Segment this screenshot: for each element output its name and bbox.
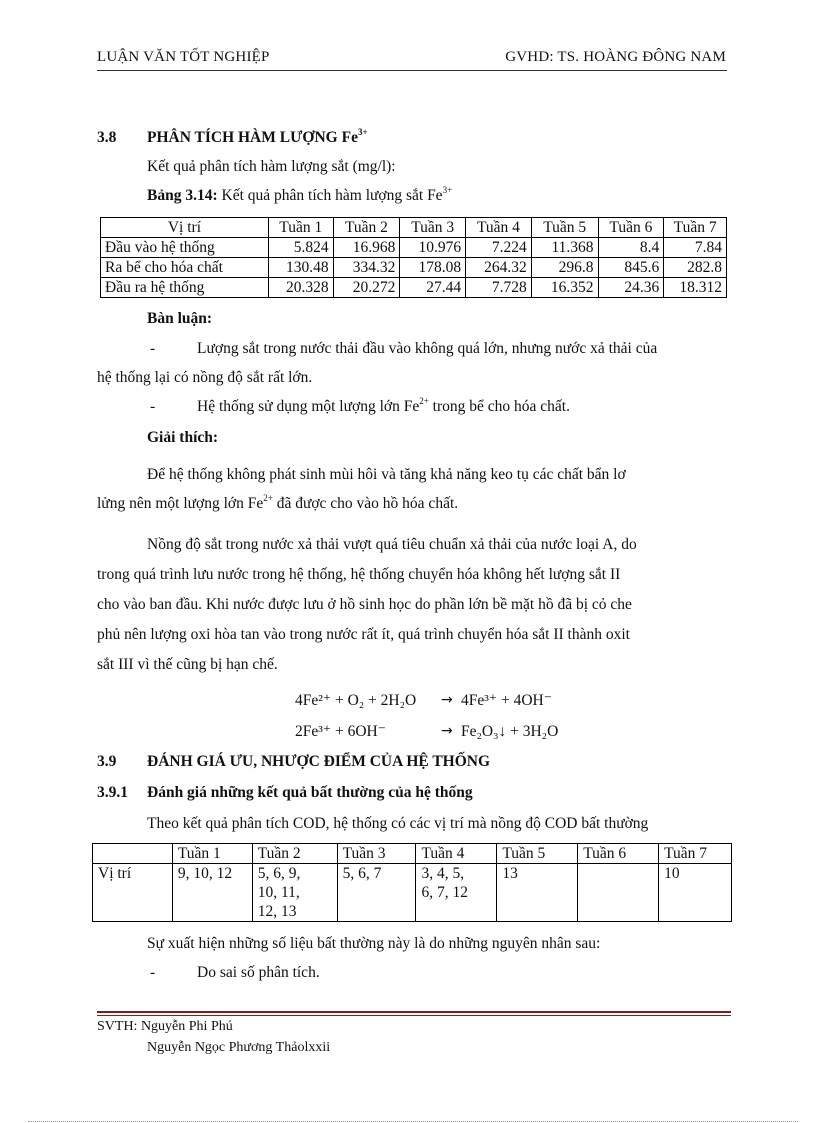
table-cell: 296.8 <box>531 258 598 278</box>
table-cell: 18.312 <box>664 278 727 298</box>
table-cell: 130.48 <box>268 258 333 278</box>
discussion-item-1: Lượng sắt trong nước thải đầu vào không quá lớn, nhưng nước xả thải của <box>197 340 658 357</box>
table-header-cell: Tuần 7 <box>664 218 727 238</box>
header-right: GVHD: TS. HOÀNG ĐÔNG NAM <box>505 49 726 65</box>
table-header-cell: Tuần 6 <box>578 844 659 864</box>
section-number: 3.9 <box>97 753 117 770</box>
table-header-cell: Tuần 5 <box>497 844 578 864</box>
page-number: lxxii <box>304 1040 331 1055</box>
table-cell: 7.224 <box>466 238 532 258</box>
table-cell: 20.328 <box>268 278 333 298</box>
table-header-cell: Tuần 2 <box>252 844 337 864</box>
intro-text: Kết quả phân tích hàm lượng sắt (mg/l): <box>147 158 396 175</box>
table-header-cell: Tuần 2 <box>333 218 400 238</box>
section-number: 3.8 <box>97 129 117 146</box>
table-header-row <box>93 844 732 864</box>
table-header-cell: Vị trí <box>101 218 269 238</box>
table-cell: 7.728 <box>466 278 532 298</box>
section-title: ĐÁNH GIÁ ƯU, NHƯỢC ĐIỂM CỦA HỆ THỐNG <box>147 753 491 770</box>
table-header-row <box>101 218 727 238</box>
footer-author-2: Nguyễn Ngọc Phương Thảolxxii <box>147 1040 331 1055</box>
table-cell: 8.4 <box>598 238 664 258</box>
table-row <box>101 238 727 258</box>
reaction-arrow-icon: → <box>441 723 453 739</box>
table-cell: 334.32 <box>333 258 400 278</box>
explanation-p2-line: phủ nên lượng oxi hòa tan vào trong nước rất ít, quá trình chuyển hóa sắt II thành oxit <box>97 626 630 643</box>
table-cell: Đầu ra hệ thống <box>101 278 269 298</box>
table-cell: 5, 6, 7 <box>337 864 416 922</box>
table-cell: 11.368 <box>531 238 598 258</box>
table-header-cell: Tuần 1 <box>172 844 252 864</box>
table-cell: 9, 10, 12 <box>172 864 252 922</box>
table-cell: 16.352 <box>531 278 598 298</box>
bullet-dash: - <box>150 398 156 415</box>
table-header-cell: Tuần 4 <box>466 218 532 238</box>
table-cell: 10.976 <box>400 238 466 258</box>
table-row <box>101 258 727 278</box>
table-cell: Ra bể cho hóa chất <box>101 258 269 278</box>
table-row <box>93 864 732 922</box>
discussion-item-1-cont: hệ thống lại có nồng độ sắt rất lớn. <box>97 369 313 386</box>
explanation-heading: Giải thích: <box>147 429 219 446</box>
equation-2-rhs: Fe₂O₃↓ + 3H₂O <box>461 723 559 740</box>
table-cell: 5, 6, 9, 10, 11, 12, 13 <box>252 864 337 922</box>
equation-1-rhs: 4Fe³⁺ + 4OH⁻ <box>461 692 552 709</box>
table-cell: 5.824 <box>268 238 333 258</box>
table-row <box>101 278 727 298</box>
explanation-p2-line: sắt III vì thế cũng bị hạn chế. <box>97 656 278 673</box>
table-cell: 13 <box>497 864 578 922</box>
cod-intro: Theo kết quả phân tích COD, hệ thống có các vị trí mà nồng độ COD bất thường <box>147 815 649 832</box>
discussion-heading: Bàn luận: <box>147 310 213 327</box>
table-header-cell: Tuần 7 <box>659 844 732 864</box>
subsection-number: 3.9.1 <box>97 784 128 801</box>
table-cell: 7.84 <box>664 238 727 258</box>
iron-table <box>100 217 727 298</box>
table-cell <box>578 864 659 922</box>
explanation-p1-line1: Để hệ thống không phát sinh mùi hôi và tăng khả năng keo tụ các chất bẩn lơ <box>147 466 626 483</box>
section-title: PHÂN TÍCH HÀM LƯỢNG $Fe^{3+}$ <box>147 126 368 146</box>
table-header-cell: Tuần 3 <box>400 218 466 238</box>
explanation-p1-line2: lửng nên một lượng lớn $Fe^{2+}$ đã được cho vào hồ hóa chất. <box>97 492 459 512</box>
footer-author-1: SVTH: Nguyễn Phi Phú <box>97 1019 233 1034</box>
discussion-item-2: Hệ thống sử dụng một lượng lớn $Fe^{2+}$ trong bể cho hóa chất. <box>197 395 570 415</box>
equation-1-lhs: 4Fe²⁺ + O₂ + 2H₂O <box>295 692 417 709</box>
equation-2-lhs: 2Fe³⁺ + 6OH⁻ <box>295 723 386 740</box>
table-header-cell: Tuần 3 <box>337 844 416 864</box>
table-cell: 282.8 <box>664 258 727 278</box>
table-header-cell: Tuần 4 <box>416 844 497 864</box>
page-edge <box>28 1121 798 1122</box>
table-header-cell <box>93 844 173 864</box>
table-cell: 16.968 <box>333 238 400 258</box>
footer-rule <box>97 1015 731 1016</box>
bullet-dash: - <box>150 964 156 981</box>
bullet-dash: - <box>150 340 156 357</box>
table-cell: 10 <box>659 864 732 922</box>
causes-intro: Sự xuất hiện những số liệu bất thường này là do những nguyên nhân sau: <box>147 935 601 952</box>
table-cell: 264.32 <box>466 258 532 278</box>
header-rule <box>97 70 727 71</box>
table-cell: 24.36 <box>598 278 664 298</box>
subsection-title: Đánh giá những kết quả bất thường của hệ thống <box>147 784 473 801</box>
reaction-arrow-icon: → <box>441 692 453 708</box>
table-header-cell: Tuần 1 <box>268 218 333 238</box>
header-left: LUẬN VĂN TỐT NGHIỆP <box>97 49 270 65</box>
cod-table <box>92 843 732 922</box>
table-header-cell: Tuần 5 <box>531 218 598 238</box>
explanation-p2-line: trong quá trình lưu nước trong hệ thống, hệ thống chuyển hóa không hết lượng sắt II <box>97 566 621 583</box>
table-header-cell: Tuần 6 <box>598 218 664 238</box>
table-caption: Bảng 3.14: Kết quả phân tích hàm lượng sắt $Fe^{3+}$ <box>147 184 453 204</box>
footer-rule <box>97 1011 731 1013</box>
explanation-p2-line: cho vào ban đầu. Khi nước được lưu ở hồ sinh học do phần lớn bề mặt hồ đã bị cỏ che <box>97 596 632 613</box>
table-cell: 27.44 <box>400 278 466 298</box>
explanation-p2-line: Nồng độ sắt trong nước xả thải vượt quá tiêu chuẩn xả thải của nước loại A, do <box>147 536 637 553</box>
table-cell: Vị trí <box>93 864 173 922</box>
table-cell: 178.08 <box>400 258 466 278</box>
table-cell: 3, 4, 5, 6, 7, 12 <box>416 864 497 922</box>
table-cell: Đầu vào hệ thống <box>101 238 269 258</box>
table-cell: 20.272 <box>333 278 400 298</box>
cause-item: Do sai số phân tích. <box>197 964 320 981</box>
table-cell: 845.6 <box>598 258 664 278</box>
